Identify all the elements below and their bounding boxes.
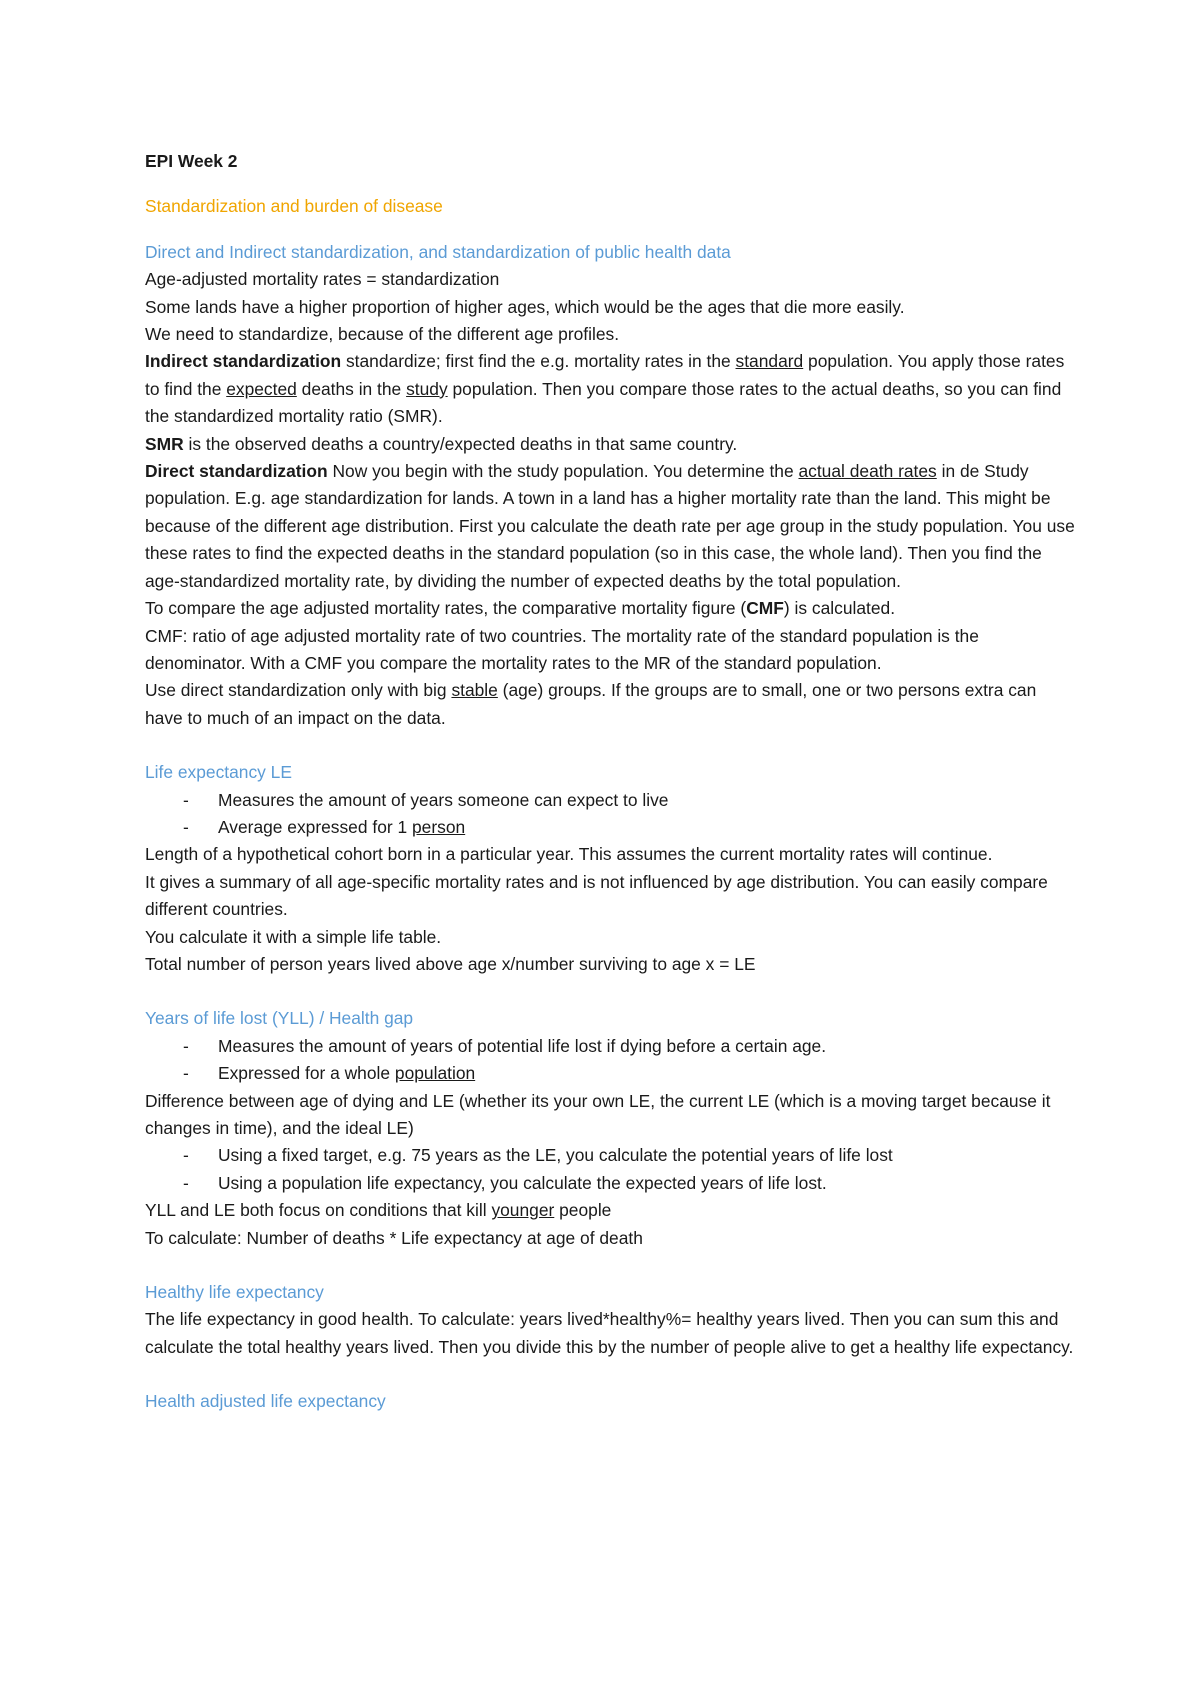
bullet-dash: -: [183, 816, 189, 837]
underlined-term: population: [394, 1063, 476, 1084]
bullet-dash: -: [183, 789, 189, 810]
bullet-item: - Measures the amount of years of potential life lost if dying before a certain age.: [145, 1033, 1075, 1060]
bullet-item: - Average expressed for 1 person: [145, 814, 1075, 841]
bullet-item: - Expressed for a whole population: [145, 1060, 1075, 1087]
underlined-term: expected: [226, 378, 297, 399]
bullet-dash: -: [183, 1063, 189, 1084]
underlined-term: study: [406, 378, 448, 399]
paragraph: The life expectancy in good health. To calculate: years lived*healthy%= healthy years lived. Then you can sum this and calculate the total healthy years lived. Then you divide this by the number of people alive to get a healthy life expectancy.: [145, 1309, 1074, 1357]
paragraph: We need to standardize, because of the different age profiles.: [145, 324, 620, 345]
paragraph: Some lands have a higher proportion of higher ages, which would be the ages that die more easily.: [145, 296, 905, 317]
document-title: EPI Week 2: [145, 151, 238, 171]
paragraph: Length of a hypothetical cohort born in a particular year. This assumes the current mortality rates will continue.: [145, 844, 993, 865]
underlined-term: stable: [451, 680, 498, 701]
bullet-dash: -: [183, 1035, 189, 1056]
paragraph-indirect-standardization: Indirect standardization standardize; first find the e.g. mortality rates in the standard population. You apply those rates to find the expected deaths in the study population. Then you compare those rates to the actual deaths, so you can find the standardized mortality ratio (SMR).: [145, 351, 1065, 427]
paragraph-direct-standardization: Direct standardization Now you begin with the study population. You determine the actual death rates in de Study population. E.g. age standardization for lands. A town in a land has a higher mortality rate than the land. This might be because of the different age distribution. First you calculate the death rate per age group in the study population. You use these rates to find the expected deaths in the standard population (so in this case, the whole land). Then you find the age-standardized mortality rate, by dividing the number of expected deaths by the total population.: [145, 461, 1075, 591]
section-heading-health-adjusted-life-expectancy: Health adjusted life expectancy: [145, 1391, 386, 1412]
bold-term: Indirect standardization: [145, 351, 342, 372]
bold-term: CMF: [746, 598, 784, 619]
bold-term: SMR: [145, 433, 184, 454]
paragraph: Age-adjusted mortality rates = standardization: [145, 269, 500, 290]
underlined-term: actual death rates: [798, 461, 937, 482]
paragraph: It gives a summary of all age-specific mortality rates and is not influenced by age distribution. You can easily compare different countries.: [145, 871, 1048, 920]
bold-term: Direct standardization: [145, 461, 328, 482]
bullet-item: - Measures the amount of years someone can expect to live: [145, 787, 1075, 814]
paragraph-cmf: To compare the age adjusted mortality rates, the comparative mortality figure (CMF) is calculated.: [145, 598, 896, 619]
paragraph: You calculate it with a simple life table.: [145, 926, 442, 947]
section-heading-standardization: Direct and Indirect standardization, and standardization of public health data: [145, 241, 731, 262]
bullet-item: - Using a population life expectancy, you calculate the expected years of life lost.: [145, 1170, 1075, 1197]
chapter-heading: Standardization and burden of disease: [145, 196, 443, 217]
underlined-term: younger: [491, 1200, 555, 1221]
paragraph-smr: SMR is the observed deaths a country/expected deaths in that same country.: [145, 433, 738, 454]
section-heading-healthy-life-expectancy: Healthy life expectancy: [145, 1282, 324, 1303]
paragraph: To calculate: Number of deaths * Life expectancy at age of death: [145, 1227, 643, 1248]
paragraph: Total number of person years lived above age x/number surviving to age x = LE: [145, 953, 756, 974]
bullet-item: - Using a fixed target, e.g. 75 years as the LE, you calculate the potential years of life lost: [145, 1142, 1075, 1169]
paragraph: Difference between age of dying and LE (whether its your own LE, the current LE (which is a moving target because it changes in time), and the ideal LE): [145, 1090, 1051, 1138]
bullet-dash: -: [183, 1145, 189, 1166]
document-page: [145, 148, 1075, 1416]
paragraph: CMF: ratio of age adjusted mortality rate of two countries. The mortality rate of the standard population is the denominator. With a CMF you compare the mortality rates to the MR of the standard population.: [145, 625, 979, 673]
underlined-term: person: [412, 816, 466, 837]
paragraph: YLL and LE both focus on conditions that kill younger people: [145, 1200, 612, 1221]
bullet-dash: -: [183, 1172, 189, 1193]
section-heading-life-expectancy: Life expectancy LE: [145, 762, 292, 783]
underlined-term: standard: [735, 351, 804, 372]
section-heading-yll: Years of life lost (YLL) / Health gap: [145, 1008, 414, 1029]
paragraph: Use direct standardization only with big stable (age) groups. If the groups are to small, one or two persons extra can have to much of an impact on the data.: [145, 680, 1037, 728]
